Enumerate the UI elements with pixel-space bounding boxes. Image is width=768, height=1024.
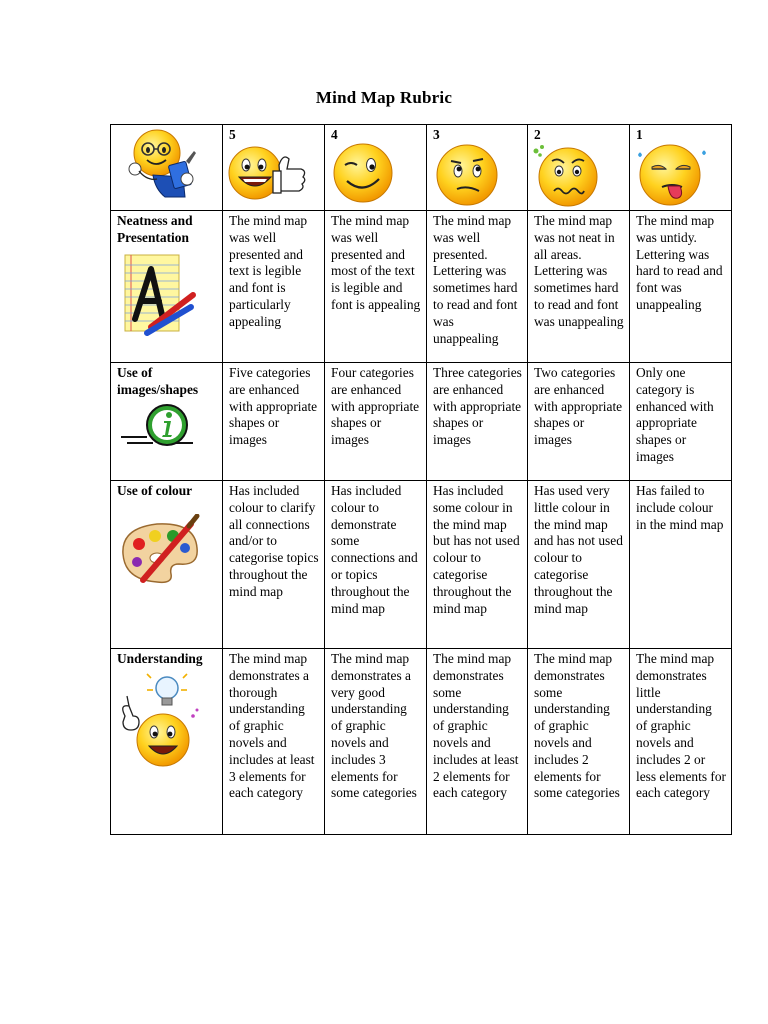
page-title: Mind Map Rubric xyxy=(315,88,453,107)
score-header-5 xyxy=(223,125,325,211)
rubric-cell: Has included colour to demonstrate some connections and or topics throughout the mind map xyxy=(325,481,427,649)
teacher-smiley-icon xyxy=(125,127,222,203)
score-label: 4 xyxy=(331,127,338,142)
rubric-cell: The mind map was well presented and text is legible and font is particularly appealing xyxy=(223,211,325,363)
criterion-cell xyxy=(111,481,223,649)
lightbulb-smiley-icon xyxy=(117,672,217,776)
rubric-cell: The mind map was well presented and most of the text is legible and font is appealing xyxy=(325,211,427,363)
rubric-cell: Has used very little colour in the mind map and has not used colour to categorise throughout the mind map xyxy=(528,481,630,649)
rubric-cell: The mind map demonstrates a very good understanding of graphic novels and includes 3 elements for some categories xyxy=(325,649,427,835)
rubric-row-colour xyxy=(111,481,732,649)
score-header-3 xyxy=(427,125,528,211)
criterion-cell xyxy=(111,363,223,481)
winking-smiley-icon xyxy=(329,141,399,205)
rubric-table xyxy=(110,124,732,835)
criterion-label: Neatness and Presentation xyxy=(117,213,193,245)
criterion-cell xyxy=(111,211,223,363)
rubric-cell: Has failed to include colour in the mind map xyxy=(630,481,732,649)
rubric-cell: The mind map was well presented. Lettering was sometimes hard to read and font was unappealing xyxy=(427,211,528,363)
thinking-smiley-icon xyxy=(431,141,503,207)
rubric-cell: The mind map demonstrates a thorough understanding of graphic novels and includes at least 3 elements for each category xyxy=(223,649,325,835)
rubric-cell: The mind map demonstrates some understanding of graphic novels and includes at least 2 elements for each category xyxy=(427,649,528,835)
info-icon xyxy=(117,401,217,451)
score-header-2 xyxy=(528,125,630,211)
rubric-row-images xyxy=(111,363,732,481)
score-header-4 xyxy=(325,125,427,211)
score-label: 3 xyxy=(433,127,440,142)
score-label: 1 xyxy=(636,127,643,142)
rubric-cell: Has included some colour in the mind map but has not used colour to categorise throughout the mind map xyxy=(427,481,528,649)
criterion-label: Understanding xyxy=(117,651,203,666)
corner-cell xyxy=(111,125,223,211)
rubric-cell: The mind map demonstrates little understanding of graphic novels and includes 2 or less elements for each category xyxy=(630,649,732,835)
rubric-cell: Four categories are enhanced with appropriate shapes or images xyxy=(325,363,427,481)
score-header-1 xyxy=(630,125,732,211)
rubric-cell: Two categories are enhanced with appropriate shapes or images xyxy=(528,363,630,481)
worried-smiley-icon xyxy=(532,141,604,207)
score-label: 2 xyxy=(534,127,541,142)
criterion-label: Use of images/shapes xyxy=(117,365,199,397)
rubric-row-neatness xyxy=(111,211,732,363)
thumbs-up-smiley-icon xyxy=(227,141,317,207)
rubric-cell: The mind map demonstrates some understanding of graphic novels and includes 2 elements for some categories xyxy=(528,649,630,835)
rubric-cell: Five categories are enhanced with appropriate shapes or images xyxy=(223,363,325,481)
criterion-label: Use of colour xyxy=(117,483,193,498)
sick-smiley-icon xyxy=(634,141,712,207)
rubric-cell: Three categories are enhanced with appropriate shapes or images xyxy=(427,363,528,481)
paint-palette-icon xyxy=(117,514,217,588)
letter-a-crayon-icon xyxy=(117,251,217,339)
criterion-cell xyxy=(111,649,223,835)
rubric-cell: Has included colour to clarify all connections and/or to categorise topics throughout the mind map xyxy=(223,481,325,649)
rubric-cell: Only one category is enhanced with appropriate shapes or images xyxy=(630,363,732,481)
rubric-cell: The mind map was not neat in all areas. Lettering was sometimes hard to read and font was unappealing xyxy=(528,211,630,363)
rubric-cell: The mind map was untidy. Lettering was hard to read and font was unappealing xyxy=(630,211,732,363)
header-row xyxy=(111,125,732,211)
score-label: 5 xyxy=(229,127,236,142)
rubric-row-understanding xyxy=(111,649,732,835)
